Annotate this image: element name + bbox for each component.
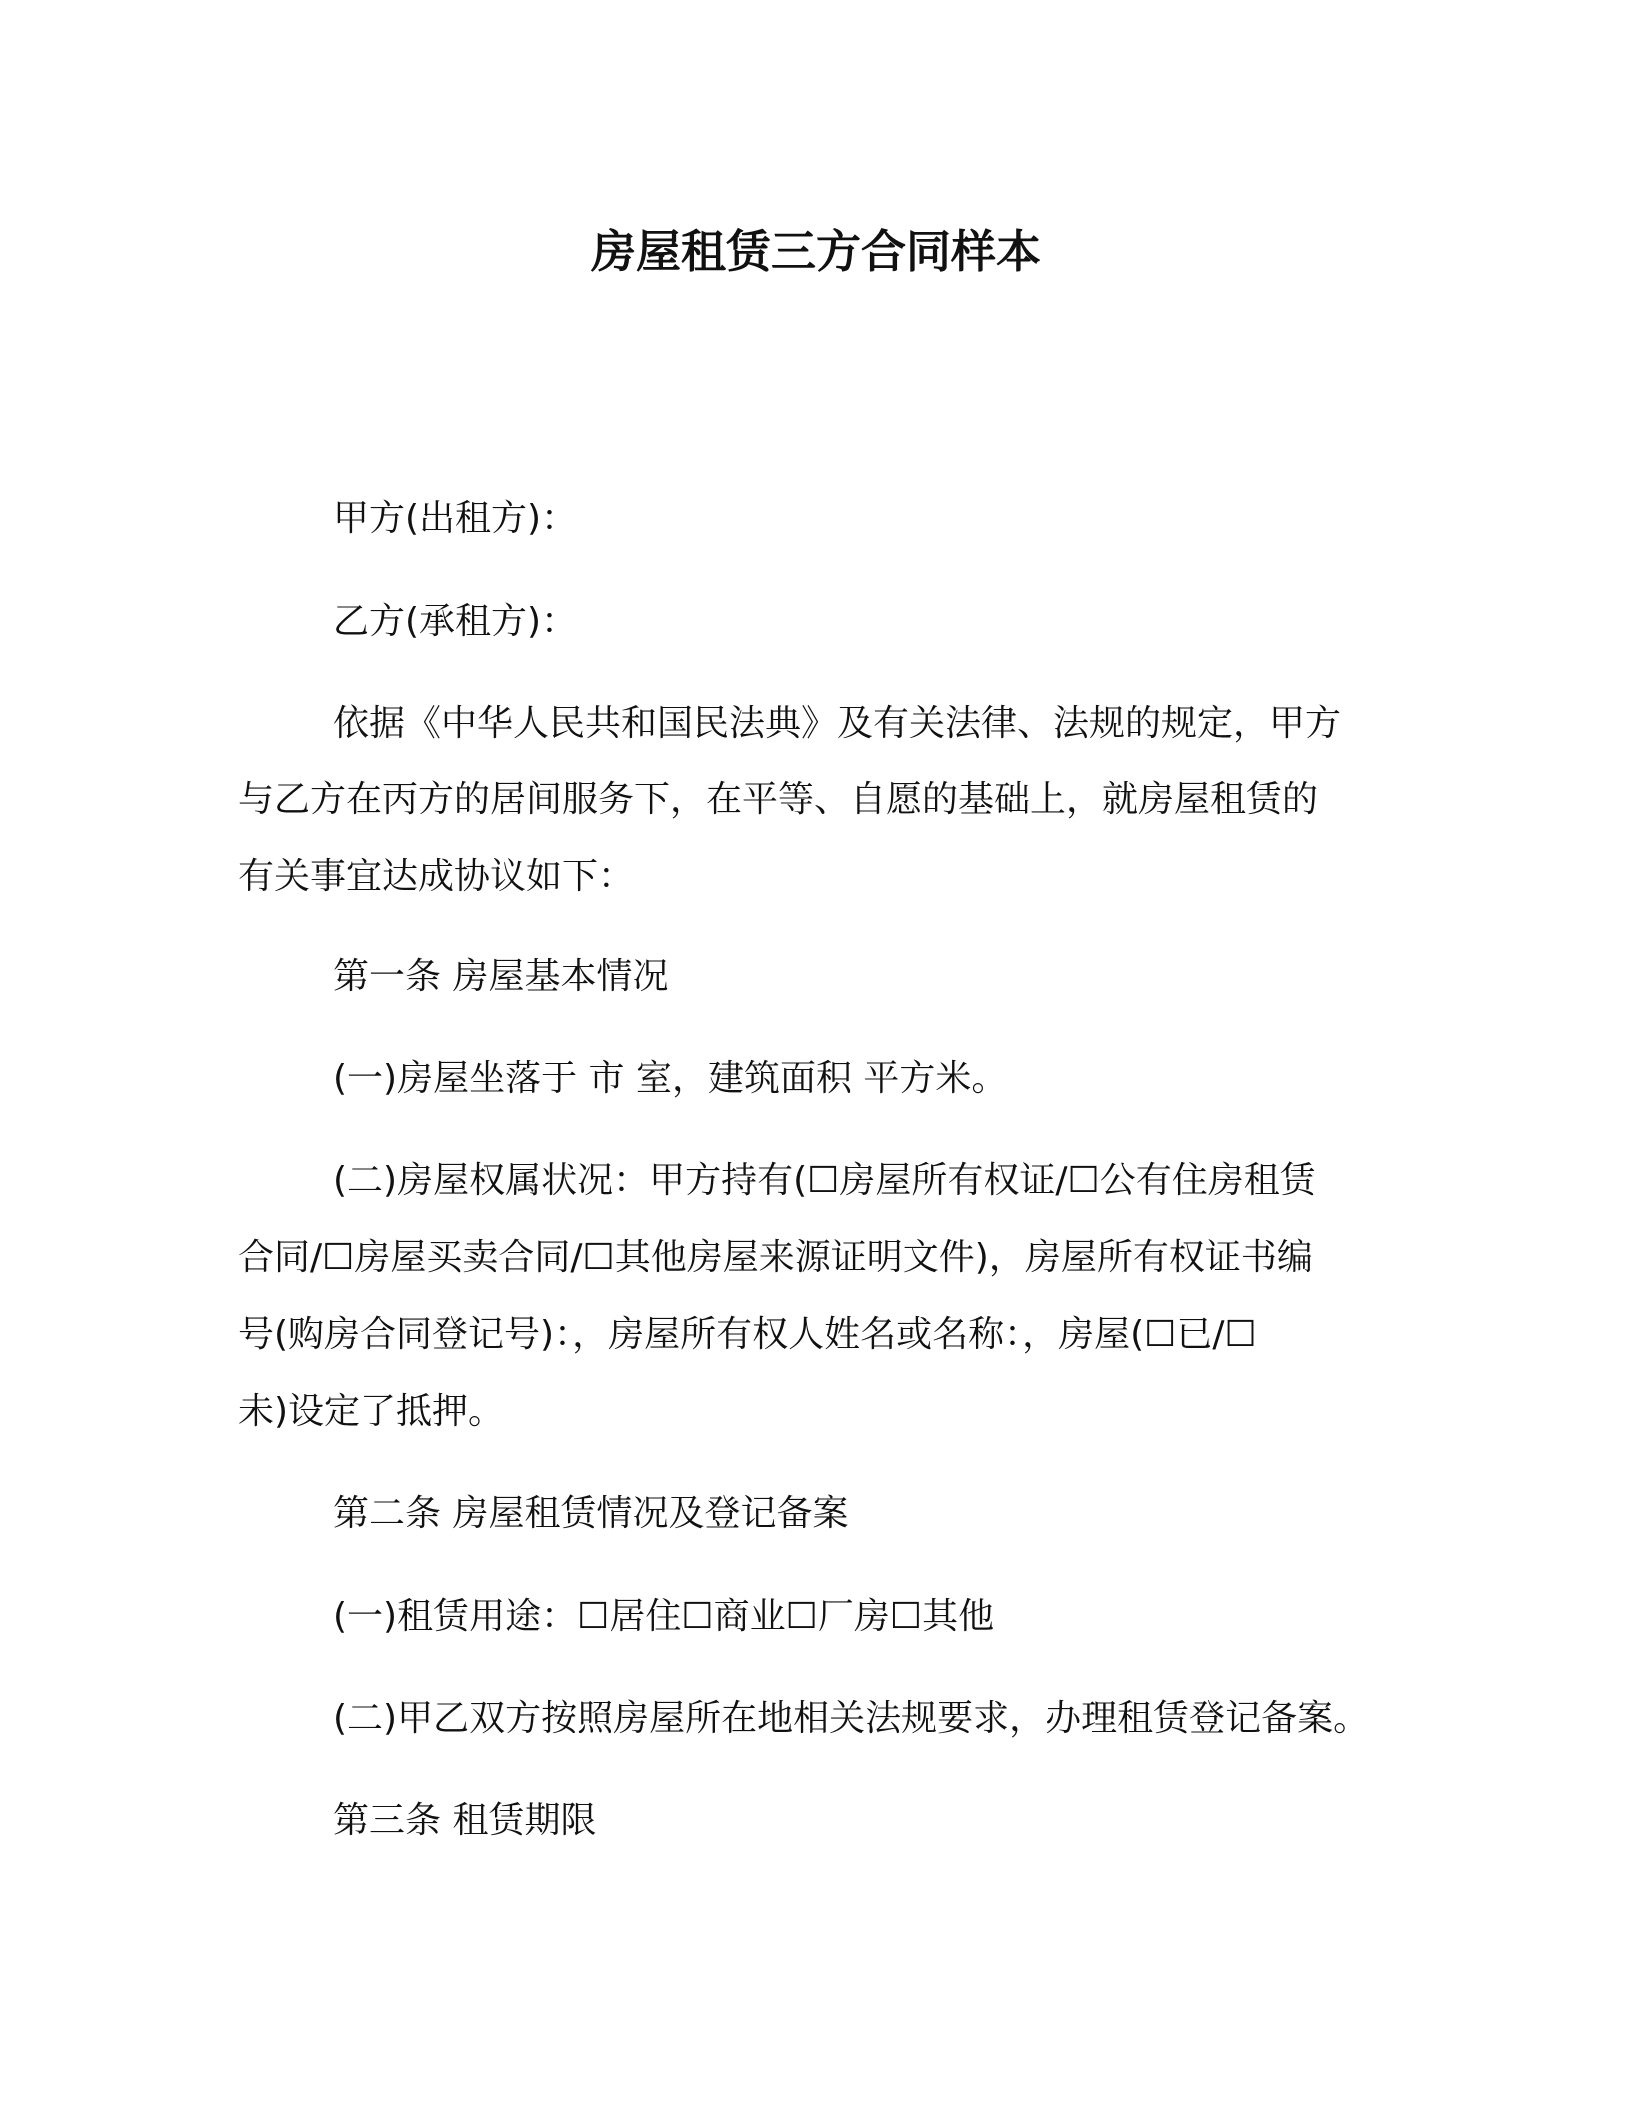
article-1-heading: 第一条 房屋基本情况: [333, 956, 669, 997]
article-1-clause-2-line-1: (二)房屋权属状况：甲方持有(☐房屋所有权证/☐公有住房租赁: [333, 1160, 1316, 1201]
article-1-clause-2-line-2: 合同/☐房屋买卖合同/☐其他房屋来源证明文件)，房屋所有权证书编: [238, 1237, 1313, 1278]
article-2-clause-1: (一)租赁用途：☐居住☐商业☐厂房☐其他: [333, 1596, 995, 1637]
preamble-line-2: 与乙方在丙方的居间服务下，在平等、自愿的基础上，就房屋租赁的: [238, 779, 1319, 820]
article-2-heading: 第二条 房屋租赁情况及登记备案: [333, 1493, 849, 1534]
article-1-clause-1: (一)房屋坐落于 市 室，建筑面积 平方米。: [333, 1058, 1008, 1099]
article-2-clause-2: (二)甲乙双方按照房屋所在地相关法规要求，办理租赁登记备案。: [333, 1698, 1370, 1739]
article-1-clause-2-line-3: 号(购房合同登记号)：，房屋所有权人姓名或名称：，房屋(☐已/☐: [238, 1314, 1257, 1355]
document-title: 房屋租赁三方合同样本: [590, 225, 1041, 278]
preamble-line-1: 依据《中华人民共和国民法典》及有关法律、法规的规定，甲方: [333, 703, 1342, 744]
article-1-clause-2-line-4: 未)设定了抵押。: [238, 1391, 505, 1432]
party-a-line: 甲方(出租方)：: [333, 498, 578, 539]
party-b-line: 乙方(承租方)：: [333, 601, 578, 642]
preamble-line-3: 有关事宜达成协议如下：: [238, 856, 635, 897]
article-3-heading: 第三条 租赁期限: [333, 1800, 597, 1841]
